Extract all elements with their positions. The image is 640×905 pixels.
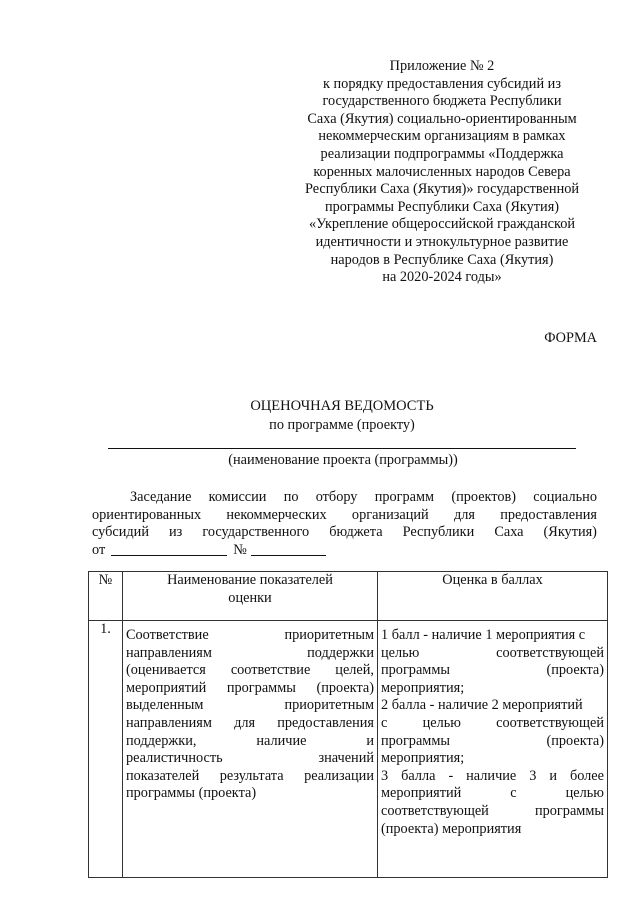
score-word: 3 — [381, 767, 389, 784]
score-word: с — [510, 785, 517, 802]
meeting-paragraph — [92, 489, 597, 559]
score-line — [381, 662, 604, 680]
from-label: от — [92, 541, 106, 558]
meeting-line — [92, 489, 597, 507]
score-word: мероприятия; — [381, 679, 465, 696]
score-word: целью — [381, 644, 420, 661]
appendix-block — [286, 58, 598, 287]
indicator-word: реалистичность — [126, 750, 223, 767]
indicator-word: значений — [318, 750, 374, 767]
score-line — [381, 750, 604, 768]
indicator-word: программы — [226, 679, 296, 696]
indicator-line — [126, 662, 374, 680]
form-label: ФОРМА — [544, 330, 597, 346]
indicator-word: результата — [219, 767, 284, 784]
score-text — [378, 621, 607, 838]
score-line — [381, 803, 604, 821]
indicator-line — [126, 715, 374, 733]
row-number: 1. — [89, 621, 123, 878]
indicator-word: поддержки, — [126, 732, 197, 749]
indicator-line — [126, 627, 374, 645]
indicator-word: (проекта) — [316, 679, 374, 696]
score-word: более — [569, 767, 604, 784]
indicator-word: соответствие — [230, 662, 311, 679]
appendix-line: на 2020-2024 годы» — [382, 269, 502, 286]
number-blank — [251, 542, 326, 556]
meeting-word: социально — [533, 489, 597, 505]
appendix-line: некоммерческим организациям в рамках — [318, 128, 566, 145]
appendix-line: к порядку предоставления субсидий из — [323, 75, 561, 92]
indicator-word: целей, — [335, 662, 374, 679]
indicator-word: для — [234, 714, 256, 731]
meeting-word: комиссии — [208, 489, 267, 505]
header-number: № — [89, 572, 123, 621]
score-line — [381, 768, 604, 786]
score-word: 1 балл - наличие 1 мероприятия с — [381, 627, 586, 643]
score-line — [381, 645, 604, 663]
score-word: соответствующей — [496, 644, 604, 661]
meeting-word: по — [283, 489, 299, 505]
meeting-word: (Якутия) — [543, 524, 597, 541]
indicator-text — [123, 621, 377, 803]
meeting-word: Республики — [402, 524, 475, 541]
appendix-line: народов в Республике Саха (Якутия) — [330, 251, 554, 268]
meeting-word: отбору — [315, 489, 358, 505]
indicator-line — [126, 750, 374, 768]
score-word: - — [448, 767, 454, 784]
indicator-line — [126, 768, 374, 786]
table-row — [89, 621, 608, 878]
row-indicator-name — [123, 621, 378, 878]
appendix-line: Республики Саха (Якутия)» государственной — [304, 181, 580, 198]
score-word: (проекта) мероприятия — [381, 820, 522, 837]
indicator-line — [126, 697, 374, 715]
indicator-word: приоритетным — [284, 697, 374, 714]
meeting-word: из — [168, 524, 183, 541]
score-line — [381, 733, 604, 751]
score-word: программы — [381, 732, 451, 749]
meeting-word: для — [453, 506, 475, 523]
score-word: 2 балла - наличие 2 мероприятий — [381, 697, 583, 714]
score-word: и — [549, 767, 557, 784]
indicator-word: (оценивается — [126, 662, 206, 679]
score-word: целью — [422, 714, 461, 731]
indicator-word: направлениям — [126, 714, 212, 731]
appendix-line: Саха (Якутия) социально-ориентированным — [307, 110, 577, 127]
appendix-line: реализации подпрограммы «Поддержка — [320, 145, 564, 162]
score-word: целью — [565, 785, 604, 802]
score-word: (проекта) — [546, 732, 604, 749]
score-word: балла — [401, 767, 436, 784]
meeting-word: программ — [374, 489, 435, 505]
appendix-line: государственного бюджета Республики — [322, 93, 562, 110]
evaluation-table — [88, 571, 608, 878]
date-blank — [111, 542, 227, 556]
header-indicator-name-line1: Наименование показателей — [167, 572, 333, 588]
meeting-line — [92, 542, 597, 560]
indicator-word: приоритетным — [284, 627, 374, 643]
indicator-line — [126, 645, 374, 663]
score-word: соответствующей — [381, 802, 489, 819]
header-indicator-name-line2: оценки — [228, 589, 272, 606]
appendix-line: «Укрепление общероссийской гражданской — [308, 216, 576, 233]
meeting-word: предоставления — [500, 506, 597, 523]
meeting-word: организаций — [351, 506, 429, 523]
score-word: (проекта) — [546, 662, 604, 679]
meeting-word: бюджета — [329, 524, 383, 541]
indicator-word: направлениям — [126, 644, 212, 661]
indicator-word: предоставления — [277, 714, 374, 731]
score-line — [381, 785, 604, 803]
score-word: программы — [534, 802, 604, 819]
score-line — [381, 697, 604, 715]
indicator-word: Соответствие — [126, 627, 209, 643]
meeting-word: некоммерческих — [226, 506, 327, 523]
document-title: ОЦЕНОЧНАЯ ВЕДОМОСТЬ — [250, 398, 434, 414]
meeting-word: Заседание — [130, 489, 192, 505]
score-line — [381, 821, 604, 839]
score-word: с — [381, 714, 388, 731]
meeting-word: Саха — [494, 524, 524, 541]
indicator-word: показателей — [126, 767, 200, 784]
score-word: 3 — [529, 767, 537, 784]
meeting-line — [92, 524, 597, 542]
number-label: № — [233, 541, 247, 558]
indicator-line — [126, 680, 374, 698]
header-indicator-name — [123, 572, 378, 621]
indicator-word: выделенным — [126, 697, 204, 714]
meeting-word: (проектов) — [451, 489, 517, 505]
score-word: мероприятий — [381, 785, 462, 802]
project-name-blank-line — [108, 448, 576, 449]
meeting-word: ориентированных — [92, 506, 202, 523]
header-score: Оценка в баллах — [378, 572, 608, 621]
score-word: наличие — [466, 767, 517, 784]
meeting-word: субсидий — [92, 524, 149, 541]
indicator-line — [126, 785, 374, 803]
meeting-word: государственного — [202, 524, 310, 541]
indicator-line — [126, 733, 374, 751]
document-subtitle: по программе (проекту) — [269, 417, 415, 433]
indicator-word: и — [366, 732, 374, 749]
appendix-line: идентичности и этнокультурное развитие — [315, 233, 569, 250]
indicator-word: наличие — [256, 732, 307, 749]
indicator-word: программы (проекта) — [126, 785, 257, 802]
score-word: программы — [381, 662, 451, 679]
meeting-line — [92, 507, 597, 525]
score-line — [381, 715, 604, 733]
score-word: соответствующей — [496, 714, 604, 731]
score-line — [381, 680, 604, 698]
appendix-line: Приложение № 2 — [389, 58, 495, 74]
indicator-word: поддержки — [307, 644, 374, 661]
table-header-row — [89, 572, 608, 621]
indicator-word: мероприятий — [126, 679, 207, 696]
project-name-caption: (наименование проекта (программы)) — [228, 452, 458, 468]
appendix-line: программы Республики Саха (Якутия) — [324, 198, 560, 215]
row-score — [378, 621, 608, 878]
score-word: мероприятия; — [381, 750, 465, 767]
indicator-word: реализации — [304, 767, 374, 784]
appendix-line: коренных малочисленных народов Севера — [313, 163, 571, 180]
score-line — [381, 627, 604, 645]
